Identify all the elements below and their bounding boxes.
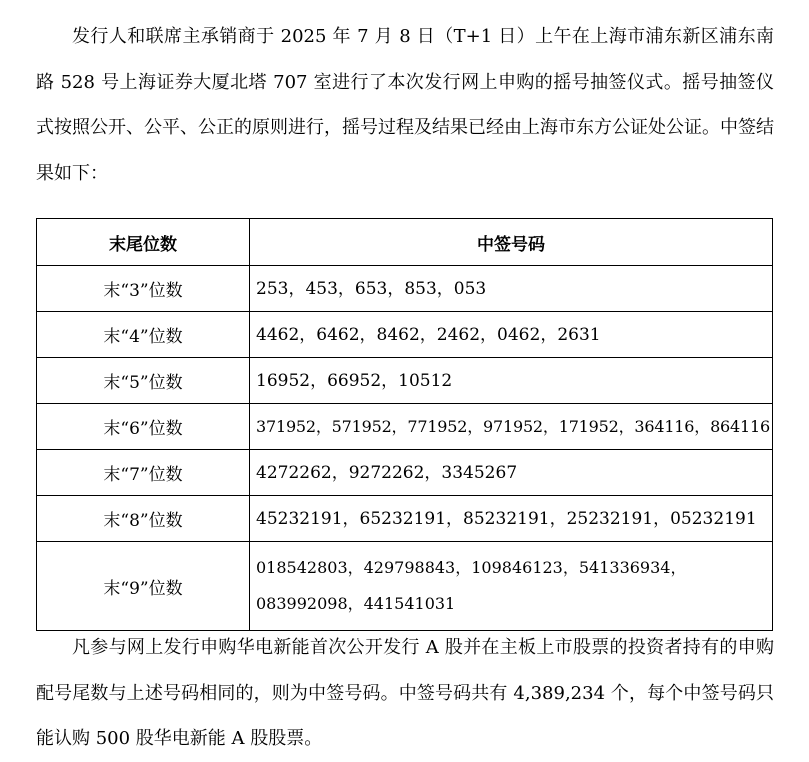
table-row: [37, 450, 773, 496]
tail-digits-cell: 末“6”位数: [37, 404, 250, 450]
tail-digits-cell: 末“9”位数: [37, 542, 250, 631]
tail-digits-cell: 末“8”位数: [37, 496, 250, 542]
header-tail-digits: 末尾位数: [37, 219, 250, 266]
outro-paragraph: 凡参与网上发行申购华电新能首次公开发行 A 股并在主板上市股票的投资者持有的申购配号尾数与上述号码相同的，则为中签号码。中签号码共有 4,389,234 个，每个中签号码只能认购 500 股华电新能 A 股股票。: [36, 637, 774, 749]
winning-numbers-cell: 16952，66952，10512: [250, 358, 773, 404]
table-row: [37, 496, 773, 542]
winning-numbers-cell: 018542803，429798843，109846123，541336934，083992098，441541031: [250, 542, 773, 631]
table-row: [37, 312, 773, 358]
winning-numbers-cell: 45232191，65232191，85232191，25232191，05232191: [250, 496, 773, 542]
table-row: [37, 404, 773, 450]
tail-digits-cell: 末“5”位数: [37, 358, 250, 404]
winning-numbers-cell: 371952，571952，771952，971952，171952，364116，864116: [250, 404, 773, 450]
tail-digits-cell: 末“7”位数: [37, 450, 250, 496]
table-row: [37, 266, 773, 312]
header-winning-numbers: 中签号码: [250, 219, 773, 266]
tail-digits-cell: 末“4”位数: [37, 312, 250, 358]
table-row: [37, 542, 773, 631]
winning-numbers-table: [36, 218, 773, 631]
winning-numbers-cell: 4462，6462，8462，2462，0462，2631: [250, 312, 773, 358]
table-row: [37, 358, 773, 404]
winning-numbers-cell: 4272262，9272262，3345267: [250, 450, 773, 496]
table-header-row: [37, 219, 773, 266]
winning-numbers-cell: 253，453，653，853，053: [250, 266, 773, 312]
intro-paragraph: 发行人和联席主承销商于 2025 年 7 月 8 日（T+1 日）上午在上海市浦东新区浦东南路 528 号上海证券大厦北塔 707 室进行了本次发行网上申购的摇号抽签仪式。摇号抽签仪式按照公开、公平、公正的原则进行，摇号过程及结果已经由上海市东方公证处公证。中签结果如下：: [36, 26, 774, 184]
tail-digits-cell: 末“3”位数: [37, 266, 250, 312]
